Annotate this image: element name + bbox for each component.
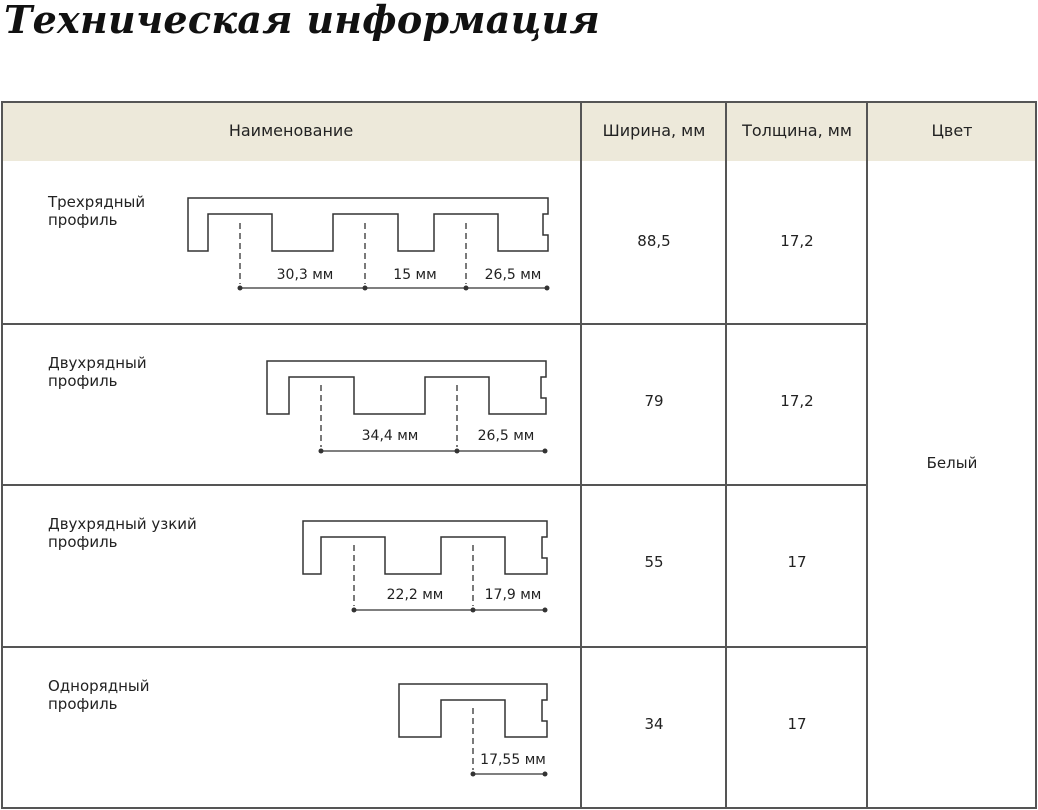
table-row [47,193,814,291]
row-width: 88,5 [637,232,671,250]
color-value: Белый [926,454,978,472]
row-name-line2: профиль [48,211,118,229]
row-thickness: 17 [787,715,807,733]
page-title: Техническая информация [4,0,600,42]
row-width: 55 [644,553,664,571]
row-name-line2: профиль [48,695,118,713]
table-row [48,354,814,454]
dimension-label: 15 мм [393,267,437,283]
table-grid [2,102,1036,808]
dimension-label: 34,4 мм [361,428,419,444]
header-color: Цвет [931,121,973,140]
header-width: Ширина, мм [602,121,706,140]
row-name-line1: Трехрядный [48,193,146,211]
dimension-label: 26,5 мм [484,267,542,283]
row-name-line1: Однорядный [48,677,150,695]
row-width: 79 [644,392,664,410]
table-row [48,515,807,613]
dimension-label: 22,2 мм [386,587,444,603]
header-thickness: Толщина, мм [742,121,852,140]
row-name-line1: Двухрядный узкий [48,515,197,533]
row-name-line1: Двухрядный [48,354,147,372]
row-width: 34 [644,715,664,733]
row-name-line2: профиль [48,372,118,390]
dimension-label: 26,5 мм [477,428,535,444]
row-thickness: 17,2 [780,392,814,410]
dimension-label: 30,3 мм [276,267,334,283]
header-background [2,102,1036,161]
row-thickness: 17,2 [780,232,814,250]
header-name: Наименование [228,121,354,140]
row-thickness: 17 [787,553,807,571]
dimension-label: 17,55 мм [480,752,546,768]
dimension-label: 17,9 мм [484,587,542,603]
row-name-line2: профиль [48,533,118,551]
table-row [48,677,807,777]
